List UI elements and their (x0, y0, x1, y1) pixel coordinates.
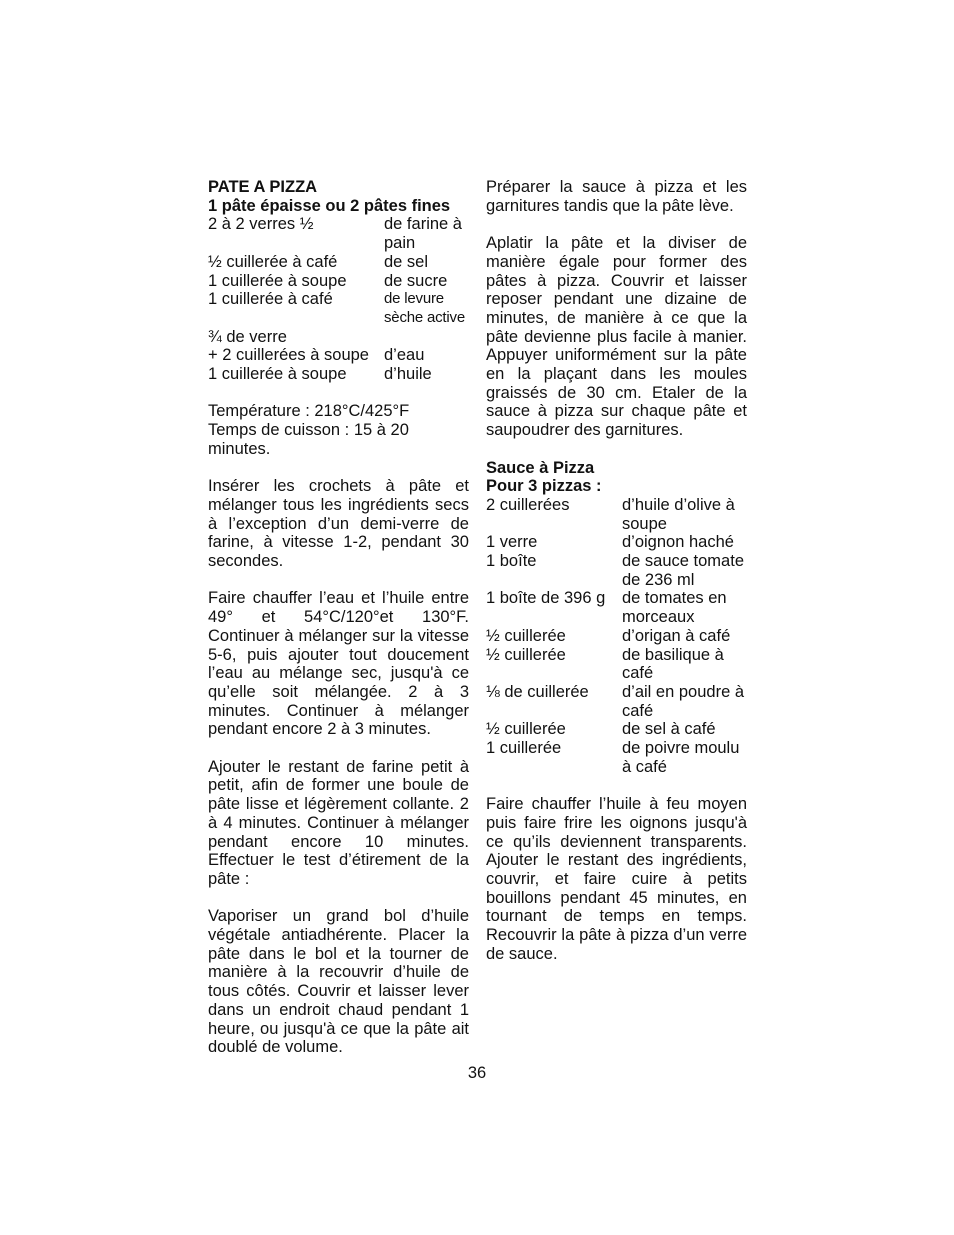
cook-time-line: Temps de cuisson : 15 à 20 minutes. (208, 421, 409, 458)
ingredient-row (208, 328, 469, 347)
ingredient-qty: ¾ de verre (208, 327, 287, 346)
sauce-ingredient-row (486, 496, 747, 533)
sauce-ingredient-row (486, 683, 747, 720)
instruction-paragraph: Ajouter le restant de farine petit à petit, afin de former une boule de pâte lisse et légèrement collante. 2 à 4 minutes. Continuer à mélanger pendant encore 10 minutes. Effectuer le test d’étirement de la pâte : (208, 757, 469, 888)
ingredient-desc: de sauce tomate de 236 ml (622, 552, 744, 589)
ingredient-qty: 1 cuillerée à café (208, 290, 333, 309)
ingredient-qty: ½ cuillerée (486, 626, 566, 645)
ingredient-desc: d’huile d’olive à soupe (622, 495, 735, 533)
ingredient-qty: 1 boîte (486, 552, 537, 571)
ingredient-qty: 1 cuillerée (486, 739, 562, 758)
ingredient-desc: de sel (384, 252, 429, 271)
sauce-ingredient-row (486, 739, 747, 776)
spacer (208, 889, 469, 908)
ingredient-row (208, 215, 469, 252)
ingredient-qty: ½ cuillerée à café (208, 252, 338, 271)
ingredient-row (208, 290, 469, 327)
ingredient-qty: 1 verre (486, 533, 538, 552)
spacer (208, 739, 469, 758)
instruction-paragraph: Insérer les crochets à pâte et mélanger tous les ingrédients secs à l’exception d’un demi-verre de farine, à vitesse 1-2, pendant 30 secondes. (208, 477, 469, 571)
right-column (486, 178, 747, 963)
ingredient-row (208, 272, 469, 291)
instruction-paragraph: Aplatir la pâte et la diviser de manière égale pour former des pâtes à pizza. Couvrir et laisser reposer pendant une dizaine de minutes, de manière à ce que la pâte devienne plus facile à manier. Appuyer uniformément sur la pâte en la plaçant dans les moules graissés de 30 cm. Etaler de la sauce à pizza sur chaque pâte et saupoudrer des garnitures. (486, 234, 747, 440)
sauce-ingredient-row (486, 720, 747, 739)
ingredient-row (208, 365, 469, 384)
sauce-title: Sauce à Pizza (486, 458, 595, 477)
instruction-paragraph: Vaporiser un grand bol d’huile végétale antiadhérente. Placer la pâte dans le bol et la tourner de manière à la recouvrir d’huile de tous côtés. Couvrir et laisser lever dans un endroit chaud pendant 1 heure, ou jusqu'à ce que la pâte ait doublé de volume. (208, 907, 469, 1057)
recipe-title: PATE A PIZZA (208, 178, 318, 196)
spacer (208, 459, 469, 478)
sauce-ingredient-row (486, 533, 747, 552)
ingredient-desc: d’origan à café (622, 626, 731, 645)
ingredient-qty: 1 cuillerée à soupe (208, 271, 347, 290)
instruction-paragraph: Faire chauffer l’huile à feu moyen puis faire frire les oignons jusqu'à ce qu’ils deviennent transparents. Ajouter le restant des ingrédients, couvrir, et faire cuire à petits bouillons pendant 45 minutes, en tournant de temps en temps. Recouvrir la pâte à pizza d’un verre de sauce. (486, 795, 747, 963)
ingredient-desc: de tomates en morceaux (622, 589, 727, 627)
ingredient-desc: de farine à pain (384, 215, 462, 253)
sauce-ingredient-row (486, 646, 747, 683)
ingredient-qty: ⅛ de cuillerée (486, 682, 589, 701)
ingredient-desc: de levure sèche active (384, 290, 465, 326)
page-number: 36 (467, 1064, 487, 1082)
ingredient-desc: de poivre moulu à café (622, 739, 740, 776)
ingredient-desc: de sel à café (622, 720, 716, 739)
spacer (486, 215, 747, 234)
instruction-paragraph: Faire chauffer l’eau et l’huile entre 49° et 54°C/120°et 130°F. Continuer à mélanger sur la vitesse 5-6, puis ajouter tout doucement l’eau au mélange sec, jusqu'à ce qu’elle soit mélangée. 2 à 3 minutes. Continuer à mélanger pendant encore 2 à 3 minutes. (208, 589, 469, 739)
ingredient-qty: 2 à 2 verres ½ (208, 215, 314, 234)
spacer (486, 776, 747, 795)
spacer (208, 571, 469, 590)
ingredient-desc: d’ail en poudre à café (622, 682, 745, 720)
ingredient-desc: de basilique à café (622, 645, 724, 683)
ingredient-row (208, 346, 469, 365)
spacer (208, 384, 469, 403)
ingredient-desc: d’huile (384, 365, 432, 384)
ingredient-qty: 1 cuillerée à soupe (208, 365, 347, 384)
instruction-paragraph: Préparer la sauce à pizza et les garnitures tandis que la pâte lève. (486, 178, 747, 215)
ingredient-qty: 2 cuillerées (486, 495, 570, 514)
ingredient-desc: de sucre (384, 271, 448, 290)
ingredient-qty: 1 boîte de 396 g (486, 589, 606, 608)
ingredient-row (208, 253, 469, 272)
ingredient-desc: d’oignon haché (622, 533, 734, 552)
sauce-ingredient-row (486, 589, 747, 626)
left-column (208, 178, 469, 1057)
ingredient-desc (384, 328, 469, 347)
ingredient-qty: ½ cuillerée (486, 720, 566, 739)
sauce-ingredient-row (486, 627, 747, 646)
recipe-subtitle: 1 pâte épaisse ou 2 pâtes fines (208, 196, 451, 215)
spacer (486, 440, 747, 459)
temperature-line: Température : 218°C/425°F (208, 402, 410, 421)
ingredient-qty: ½ cuillerée (486, 645, 566, 664)
ingredient-qty: + 2 cuillerées à soupe (208, 346, 369, 365)
ingredient-desc: d’eau (384, 346, 425, 365)
sauce-ingredient-row (486, 552, 747, 589)
sauce-subtitle: Pour 3 pizzas : (486, 477, 602, 496)
